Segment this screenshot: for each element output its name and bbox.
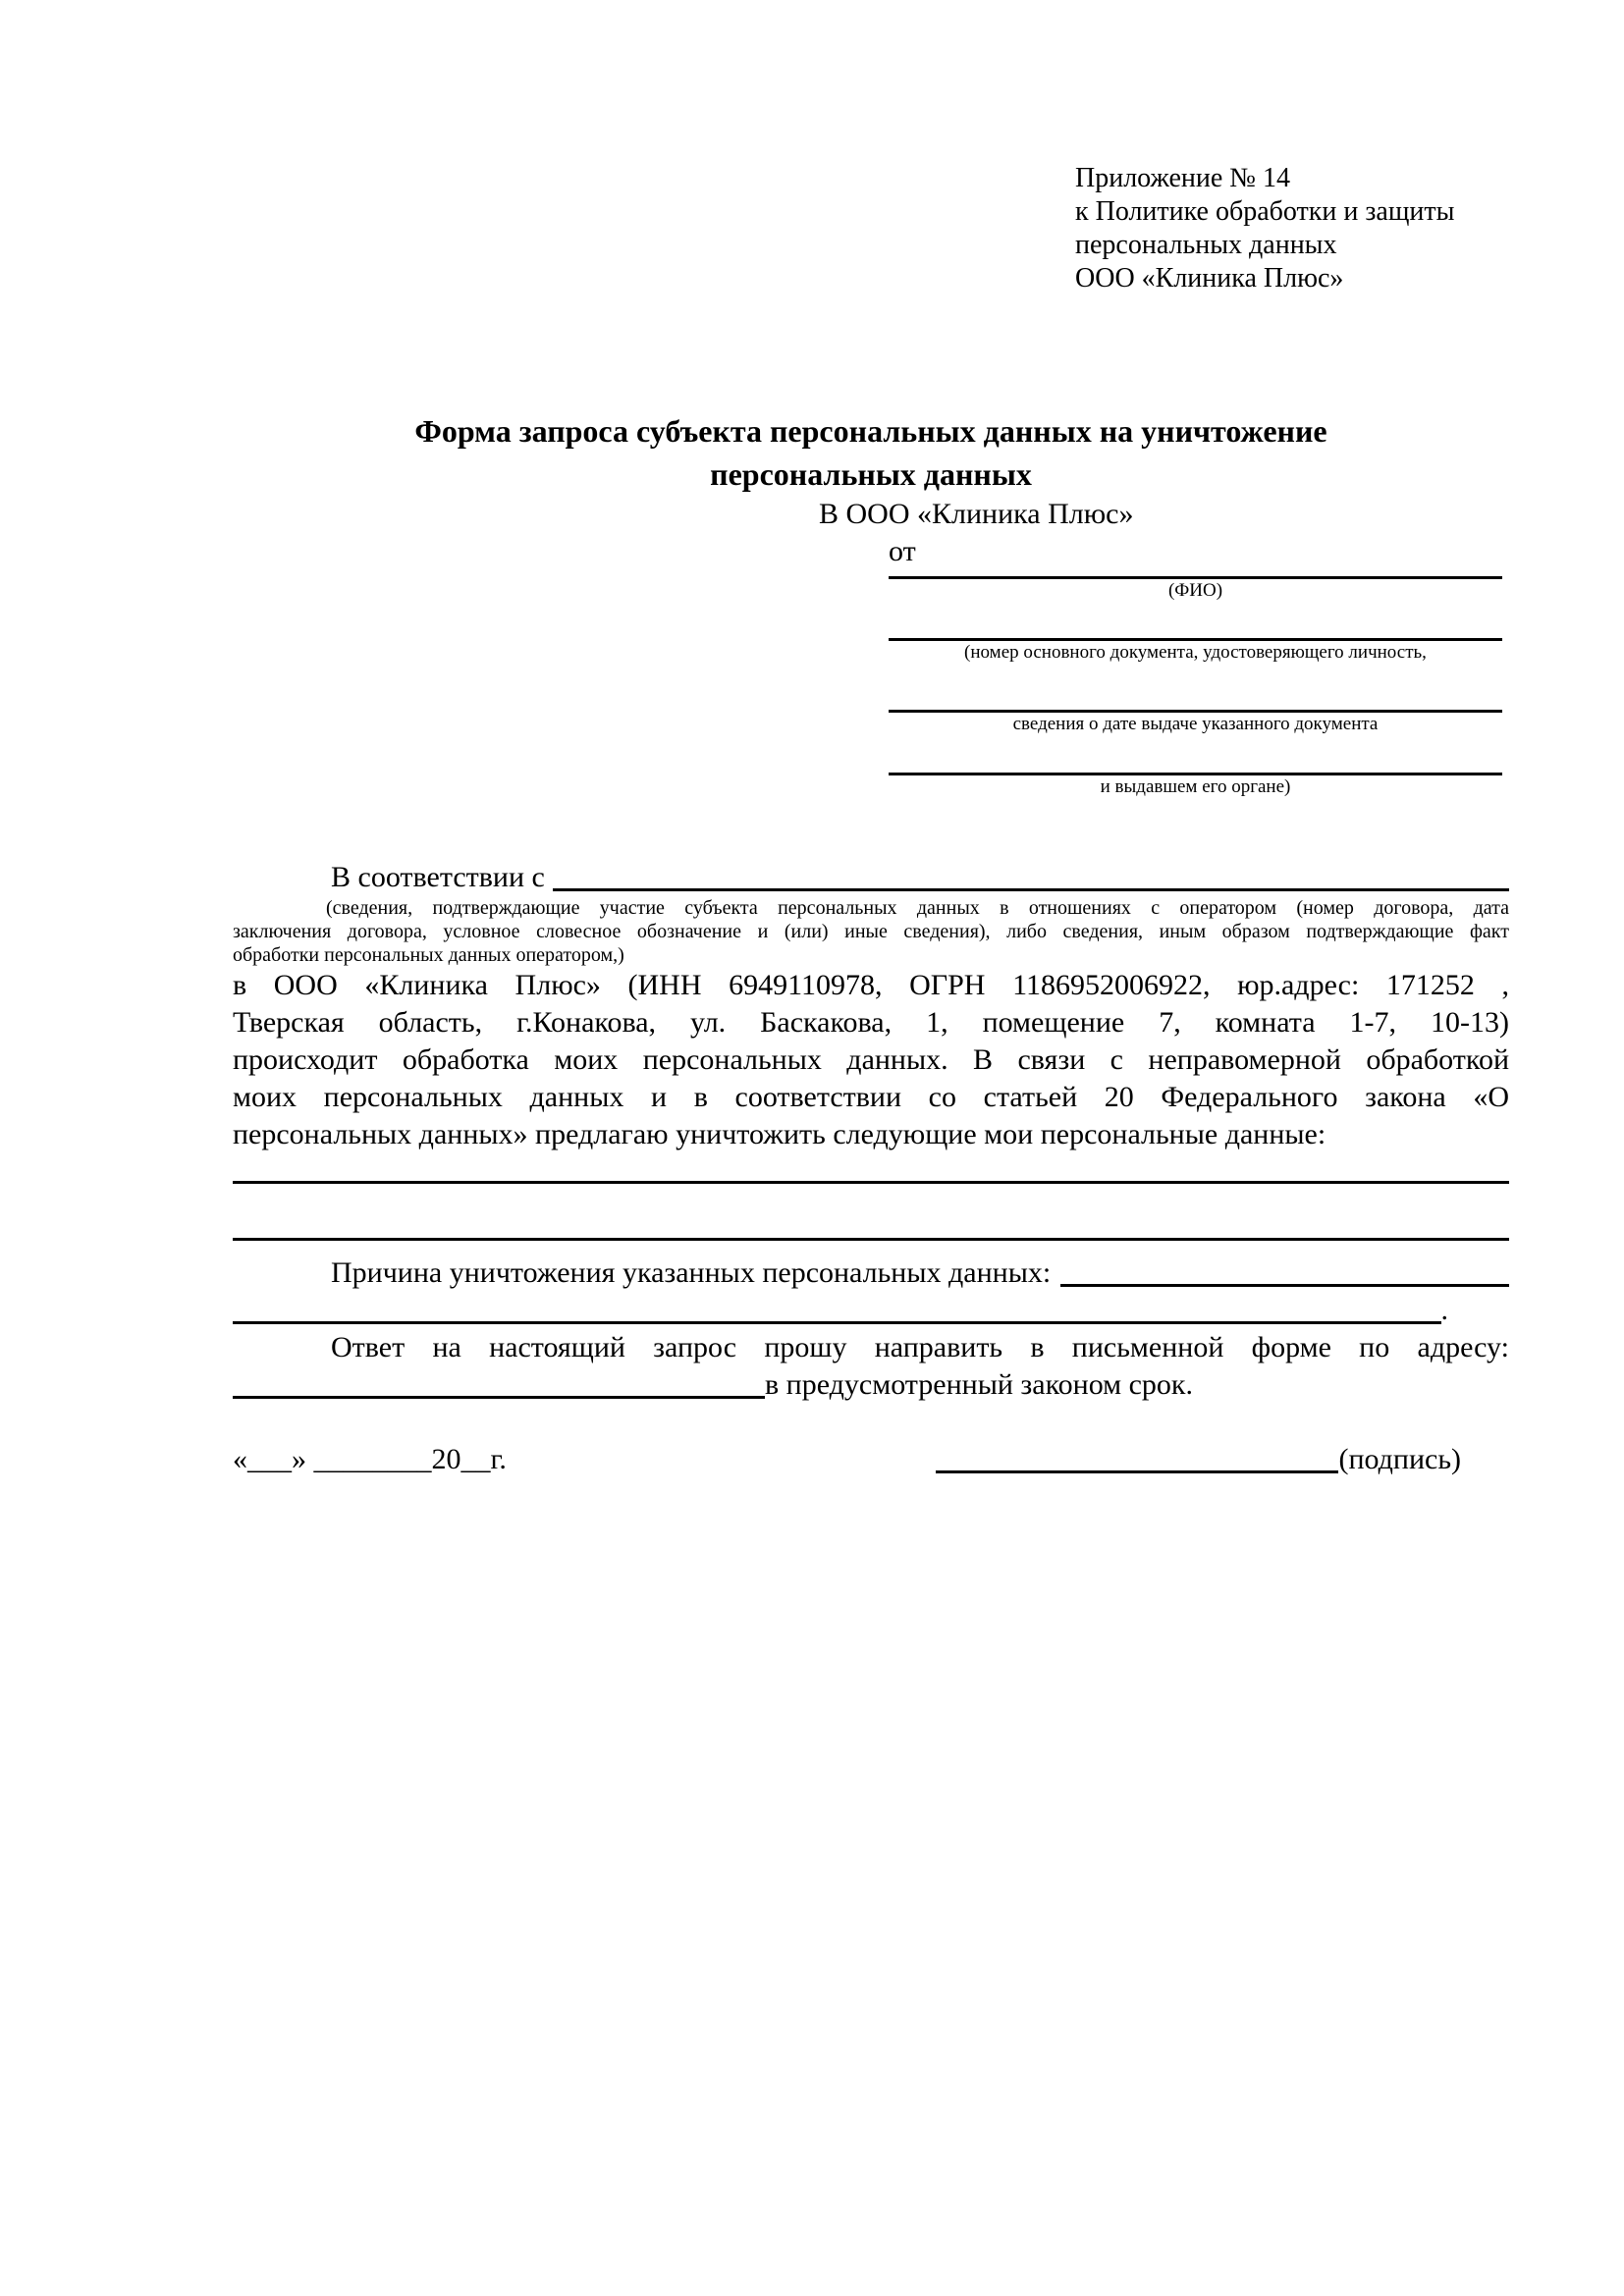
document-title-line: Форма запроса субъекта персональных данных на уничтожение — [414, 413, 1327, 449]
signature-group — [936, 1441, 1461, 1478]
personal-data-input-line-2[interactable] — [233, 1184, 1509, 1241]
sentence-period: . — [1440, 1294, 1448, 1326]
document-number-caption: (номер основного документа, удостоверяющего личность, — [964, 642, 1427, 663]
issue-date-field-row — [889, 665, 1502, 736]
issue-date-input-line[interactable] — [889, 665, 1502, 713]
main-paragraph-line: в ООО «Клиника Плюс» (ИНН 6949110978, ОГРН 1186952006922, юр.адрес: 171252 , — [233, 969, 1509, 1001]
main-paragraph-line: происходит обработка моих персональных данных. В связи с неправомерной обработкой — [233, 1043, 1509, 1076]
fio-field-row — [889, 570, 1502, 603]
document-number-input-line[interactable] — [889, 603, 1502, 641]
date-fill-template[interactable]: «___» ________20__г. — [233, 1443, 507, 1475]
fio-caption: (ФИО) — [1167, 580, 1223, 601]
date-signature-row — [233, 1441, 1509, 1478]
accordance-lead: В соответствии с — [331, 861, 545, 893]
answer-term-text: в предусмотренный законом срок. — [765, 1368, 1193, 1401]
issuing-authority-field-row — [889, 736, 1502, 799]
accordance-note-line: (сведения, подтверждающие участие субъекта персональных данных в отношениях с оператором (номер договора, дата — [326, 897, 1509, 919]
main-paragraph-line: моих персональных данных и в соответствии со статьей 20 Федерального закона «О — [233, 1081, 1509, 1113]
issuing-authority-input-line[interactable] — [889, 736, 1502, 775]
main-paragraph-line: Тверская область, г.Конакова, ул. Баскакова, 1, помещение 7, комната 1-7, 10-13) — [233, 1006, 1509, 1039]
personal-data-input-line-1[interactable] — [233, 1153, 1509, 1184]
issuing-authority-caption: и выдавшем его органе) — [1100, 776, 1291, 797]
accordance-note-line: заключения договора, условное словесное обозначение и (или) иные сведения), либо сведения, иным образом подтверждающие факт — [233, 921, 1509, 942]
fio-input-line[interactable] — [889, 570, 1502, 579]
reason-label: Причина уничтожения указанных персональных данных: — [331, 1256, 1052, 1289]
appendix-line: ООО «Клиника Плюс» — [1075, 263, 1344, 294]
document-title — [233, 409, 1509, 496]
main-paragraph — [233, 967, 1509, 1153]
from-label: от — [889, 535, 916, 567]
accordance-note — [233, 896, 1509, 967]
answer-request-line: Ответ на настоящий запрос прошу направить в письменной форме по адресу: — [331, 1331, 1509, 1363]
reason-row — [233, 1255, 1509, 1292]
appendix-line: Приложение № 14 — [1075, 163, 1290, 193]
reason-input-line-2[interactable] — [233, 1292, 1441, 1324]
accordance-row — [233, 859, 1509, 896]
appendix-line: к Политике обработки и защиты — [1075, 196, 1455, 227]
appendix-line: персональных данных — [1075, 230, 1337, 260]
accordance-note-line: обработки персональных данных оператором,) — [233, 944, 624, 966]
appendix-block — [1075, 162, 1509, 295]
signature-input-line[interactable] — [936, 1441, 1338, 1473]
issue-date-caption: сведения о дате выдаче указанного документа — [1012, 714, 1379, 734]
signature-caption: (подпись) — [1338, 1443, 1461, 1475]
main-paragraph-line: персональных данных» предлагаю уничтожить следующие мои персональные данные: — [233, 1118, 1326, 1150]
accordance-input-line[interactable] — [553, 859, 1509, 891]
answer-address-row — [233, 1366, 1509, 1404]
document-number-field-row — [889, 603, 1502, 665]
address-input-line[interactable] — [233, 1366, 765, 1399]
document-title-line: персональных данных — [710, 456, 1032, 492]
reason-input-line[interactable] — [1060, 1255, 1509, 1287]
reason-continuation-row — [233, 1292, 1509, 1329]
addressee-line: В ООО «Клиника Плюс» — [819, 498, 1134, 530]
